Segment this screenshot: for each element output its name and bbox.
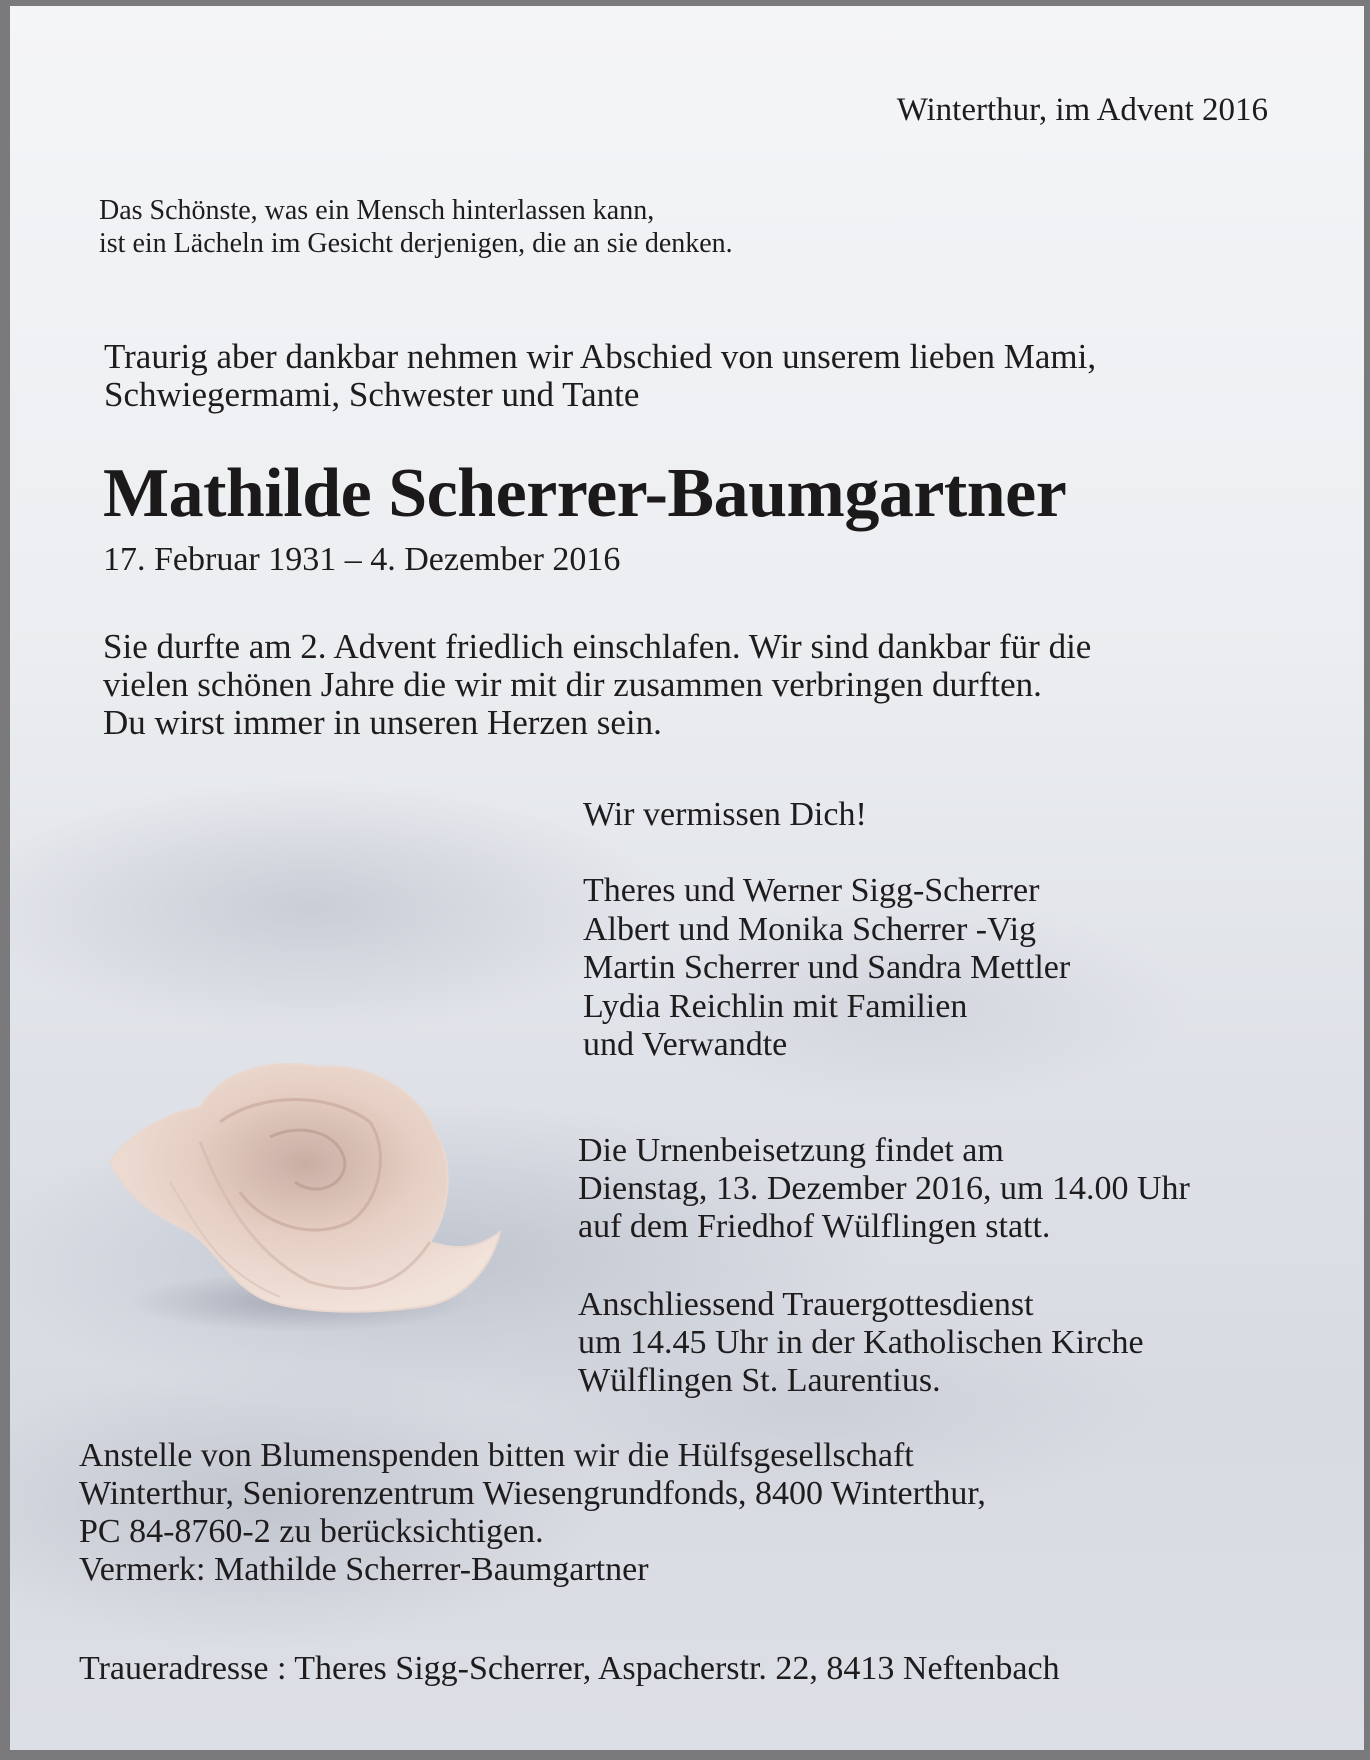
body-text [103, 628, 1091, 742]
miss-you: Wir vermissen Dich! [583, 796, 867, 833]
service-info [578, 1286, 1144, 1400]
family-member: Lydia Reichlin mit Familien [583, 987, 968, 1025]
donation-line: Vermerk: Mathilde Scherrer-Baumgartner [79, 1551, 649, 1588]
donation-line: Anstelle von Blumenspenden bitten wir die Hülfsgesellschaft [79, 1437, 914, 1474]
intro-line: Schwiegermami, Schwester und Tante [104, 375, 640, 414]
obituary-page [10, 6, 1364, 1750]
deceased-name: Mathilde Scherrer-Baumgartner [103, 455, 1067, 532]
burial-line: auf dem Friedhof Wülflingen statt. [578, 1208, 1051, 1245]
family-member: Albert und Monika Scherrer -Vig [583, 910, 1037, 948]
family-list [583, 872, 1070, 1065]
body-line: Sie durfte am 2. Advent friedlich einschlafen. Wir sind dankbar für die [103, 627, 1092, 666]
burial-info [578, 1132, 1190, 1246]
service-line: um 14.45 Uhr in der Katholischen Kirche [578, 1324, 1144, 1361]
place-date: Winterthur, im Advent 2016 [896, 92, 1268, 128]
mourning-address: Traueradresse : Theres Sigg-Scherrer, Aspacherstr. 22, 8413 Neftenbach [79, 1650, 1060, 1687]
intro-line: Traurig aber dankbar nehmen wir Abschied von unserem lieben Mami, [104, 337, 1097, 376]
body-line: Du wirst immer in unseren Herzen sein. [103, 703, 662, 742]
quote [99, 194, 733, 260]
family-member: Martin Scherrer und Sandra Mettler [583, 949, 1071, 986]
donation-line: Winterthur, Seniorenzentrum Wiesengrundfonds, 8400 Winterthur, [79, 1475, 986, 1512]
body-line: vielen schönen Jahre die wir mit dir zusammen verbringen durften. [103, 665, 1042, 704]
life-dates: 17. Februar 1931 – 4. Dezember 2016 [103, 541, 621, 578]
burial-line: Die Urnenbeisetzung findet am [578, 1132, 1004, 1169]
donation-line: PC 84-8760-2 zu berücksichtigen. [79, 1513, 544, 1550]
service-line: Wülflingen St. Laurentius. [578, 1362, 941, 1399]
family-member: Theres und Werner Sigg-Scherrer [583, 872, 1040, 909]
family-member: und Verwandte [583, 1026, 788, 1063]
burial-line: Dienstag, 13. Dezember 2016, um 14.00 Uhr [578, 1170, 1190, 1207]
donation-info [79, 1437, 986, 1589]
quote-line: Das Schönste, was ein Mensch hinterlassen kann, [99, 195, 655, 226]
intro-text [104, 338, 1096, 414]
service-line: Anschliessend Trauergottesdienst [578, 1286, 1034, 1323]
quote-line: ist ein Lächeln im Gesicht derjenigen, die an sie denken. [99, 228, 733, 259]
rose-image [70, 1052, 510, 1332]
